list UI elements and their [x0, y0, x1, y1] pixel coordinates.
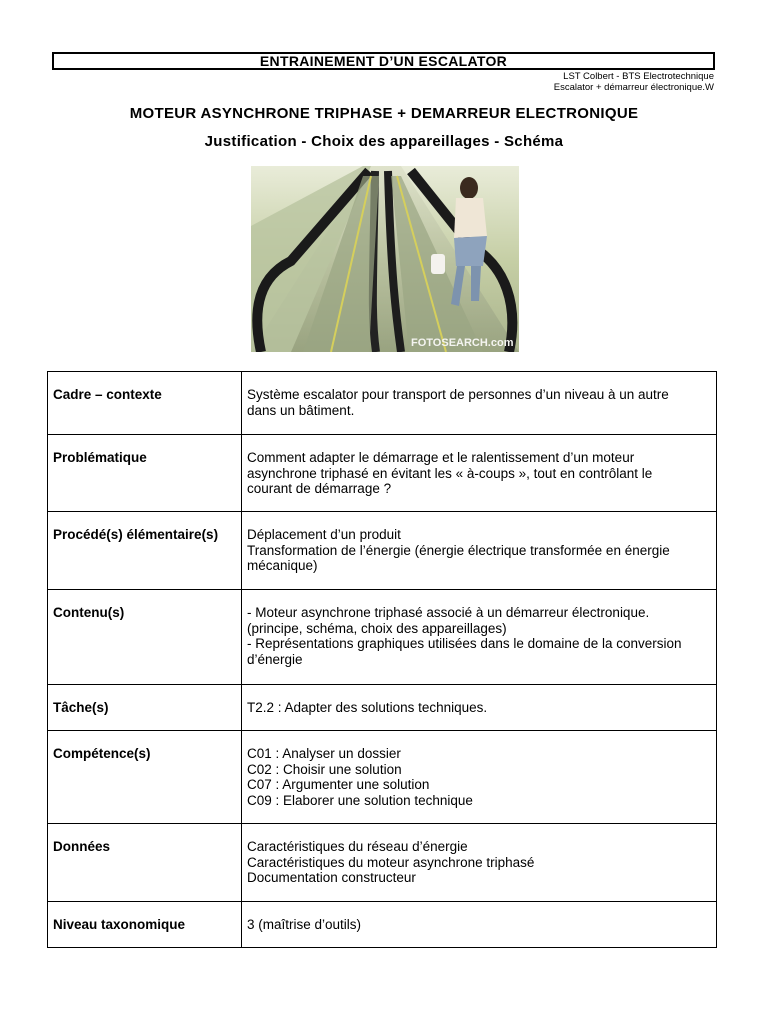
row-value: [242, 512, 717, 590]
row-value-line: Déplacement d’un produit: [247, 527, 401, 542]
row-label: Niveau taxonomique: [48, 902, 242, 948]
row-label: Compétence(s): [48, 731, 242, 824]
row-value-line: Comment adapter le démarrage et le ralentissement d’un moteur: [247, 450, 635, 465]
row-value-line: Caractéristiques du moteur asynchrone triphasé: [247, 854, 535, 870]
row-value-line: - Moteur asynchrone triphasé associé à un démarreur électronique.: [247, 605, 650, 620]
row-value: [242, 731, 717, 824]
row-value-line: asynchrone triphasé en évitant les « à-coups », tout en contrôlant le: [247, 465, 653, 481]
row-value-line: 3 (maîtrise d’outils): [247, 917, 362, 932]
photo-watermark: FOTOSEARCH.com: [411, 337, 514, 349]
row-value: [242, 372, 717, 435]
row-value-line: d’énergie: [247, 651, 303, 667]
row-value: [242, 824, 717, 902]
main-heading: MOTEUR ASYNCHRONE TRIPHASE + DEMARREUR ELECTRONIQUE: [129, 105, 639, 122]
document-reference: [554, 72, 714, 93]
row-label: Problématique: [48, 435, 242, 512]
row-value-line: T2.2 : Adapter des solutions techniques.: [247, 700, 488, 715]
table-row: [48, 731, 717, 824]
row-value: [242, 902, 717, 948]
table-row: [48, 590, 717, 685]
row-value: [242, 590, 717, 685]
row-value-line: Caractéristiques du réseau d’énergie: [247, 839, 468, 854]
row-label: Cadre – contexte: [48, 372, 242, 435]
row-value-line: C02 : Choisir une solution: [247, 761, 402, 777]
row-value-line: Système escalator pour transport de personnes d’un niveau à un autre: [247, 387, 669, 402]
table-row: [48, 685, 717, 731]
row-value: [242, 685, 717, 731]
row-value-line: Documentation constructeur: [247, 870, 416, 885]
table-row: [48, 435, 717, 512]
row-value-line: C09 : Elaborer une solution technique: [247, 792, 473, 808]
row-value-line: (principe, schéma, choix des appareillages): [247, 620, 507, 636]
escalator-photo: [251, 166, 519, 352]
info-table: [47, 371, 717, 948]
row-label: Procédé(s) élémentaire(s): [48, 512, 242, 590]
row-value-line: mécanique): [247, 558, 318, 573]
table-row: [48, 902, 717, 948]
row-label: Contenu(s): [48, 590, 242, 685]
sub-heading: Justification - Choix des appareillages - Schéma: [204, 133, 564, 150]
row-value-line: courant de démarrage ?: [247, 481, 392, 496]
document-title: ENTRAINEMENT D’UN ESCALATOR: [52, 52, 715, 70]
table-row: [48, 512, 717, 590]
reference-line-file: Escalator + démarreur électronique.W: [553, 81, 714, 93]
row-value-line: - Représentations graphiques utilisées dans le domaine de la conversion: [247, 636, 682, 651]
row-value: [242, 435, 717, 512]
row-value-line: C01 : Analyser un dossier: [247, 746, 401, 761]
row-value-line: dans un bâtiment.: [247, 402, 355, 418]
row-value-line: Transformation de l’énergie (énergie électrique transformée en énergie: [247, 542, 670, 558]
reference-line-school: LST Colbert - BTS Electrotechnique: [563, 71, 714, 82]
table-row: [48, 372, 717, 435]
row-value-line: C07 : Argumenter une solution: [247, 777, 430, 792]
table-row: [48, 824, 717, 902]
row-label: Tâche(s): [48, 685, 242, 731]
row-label: Données: [48, 824, 242, 902]
